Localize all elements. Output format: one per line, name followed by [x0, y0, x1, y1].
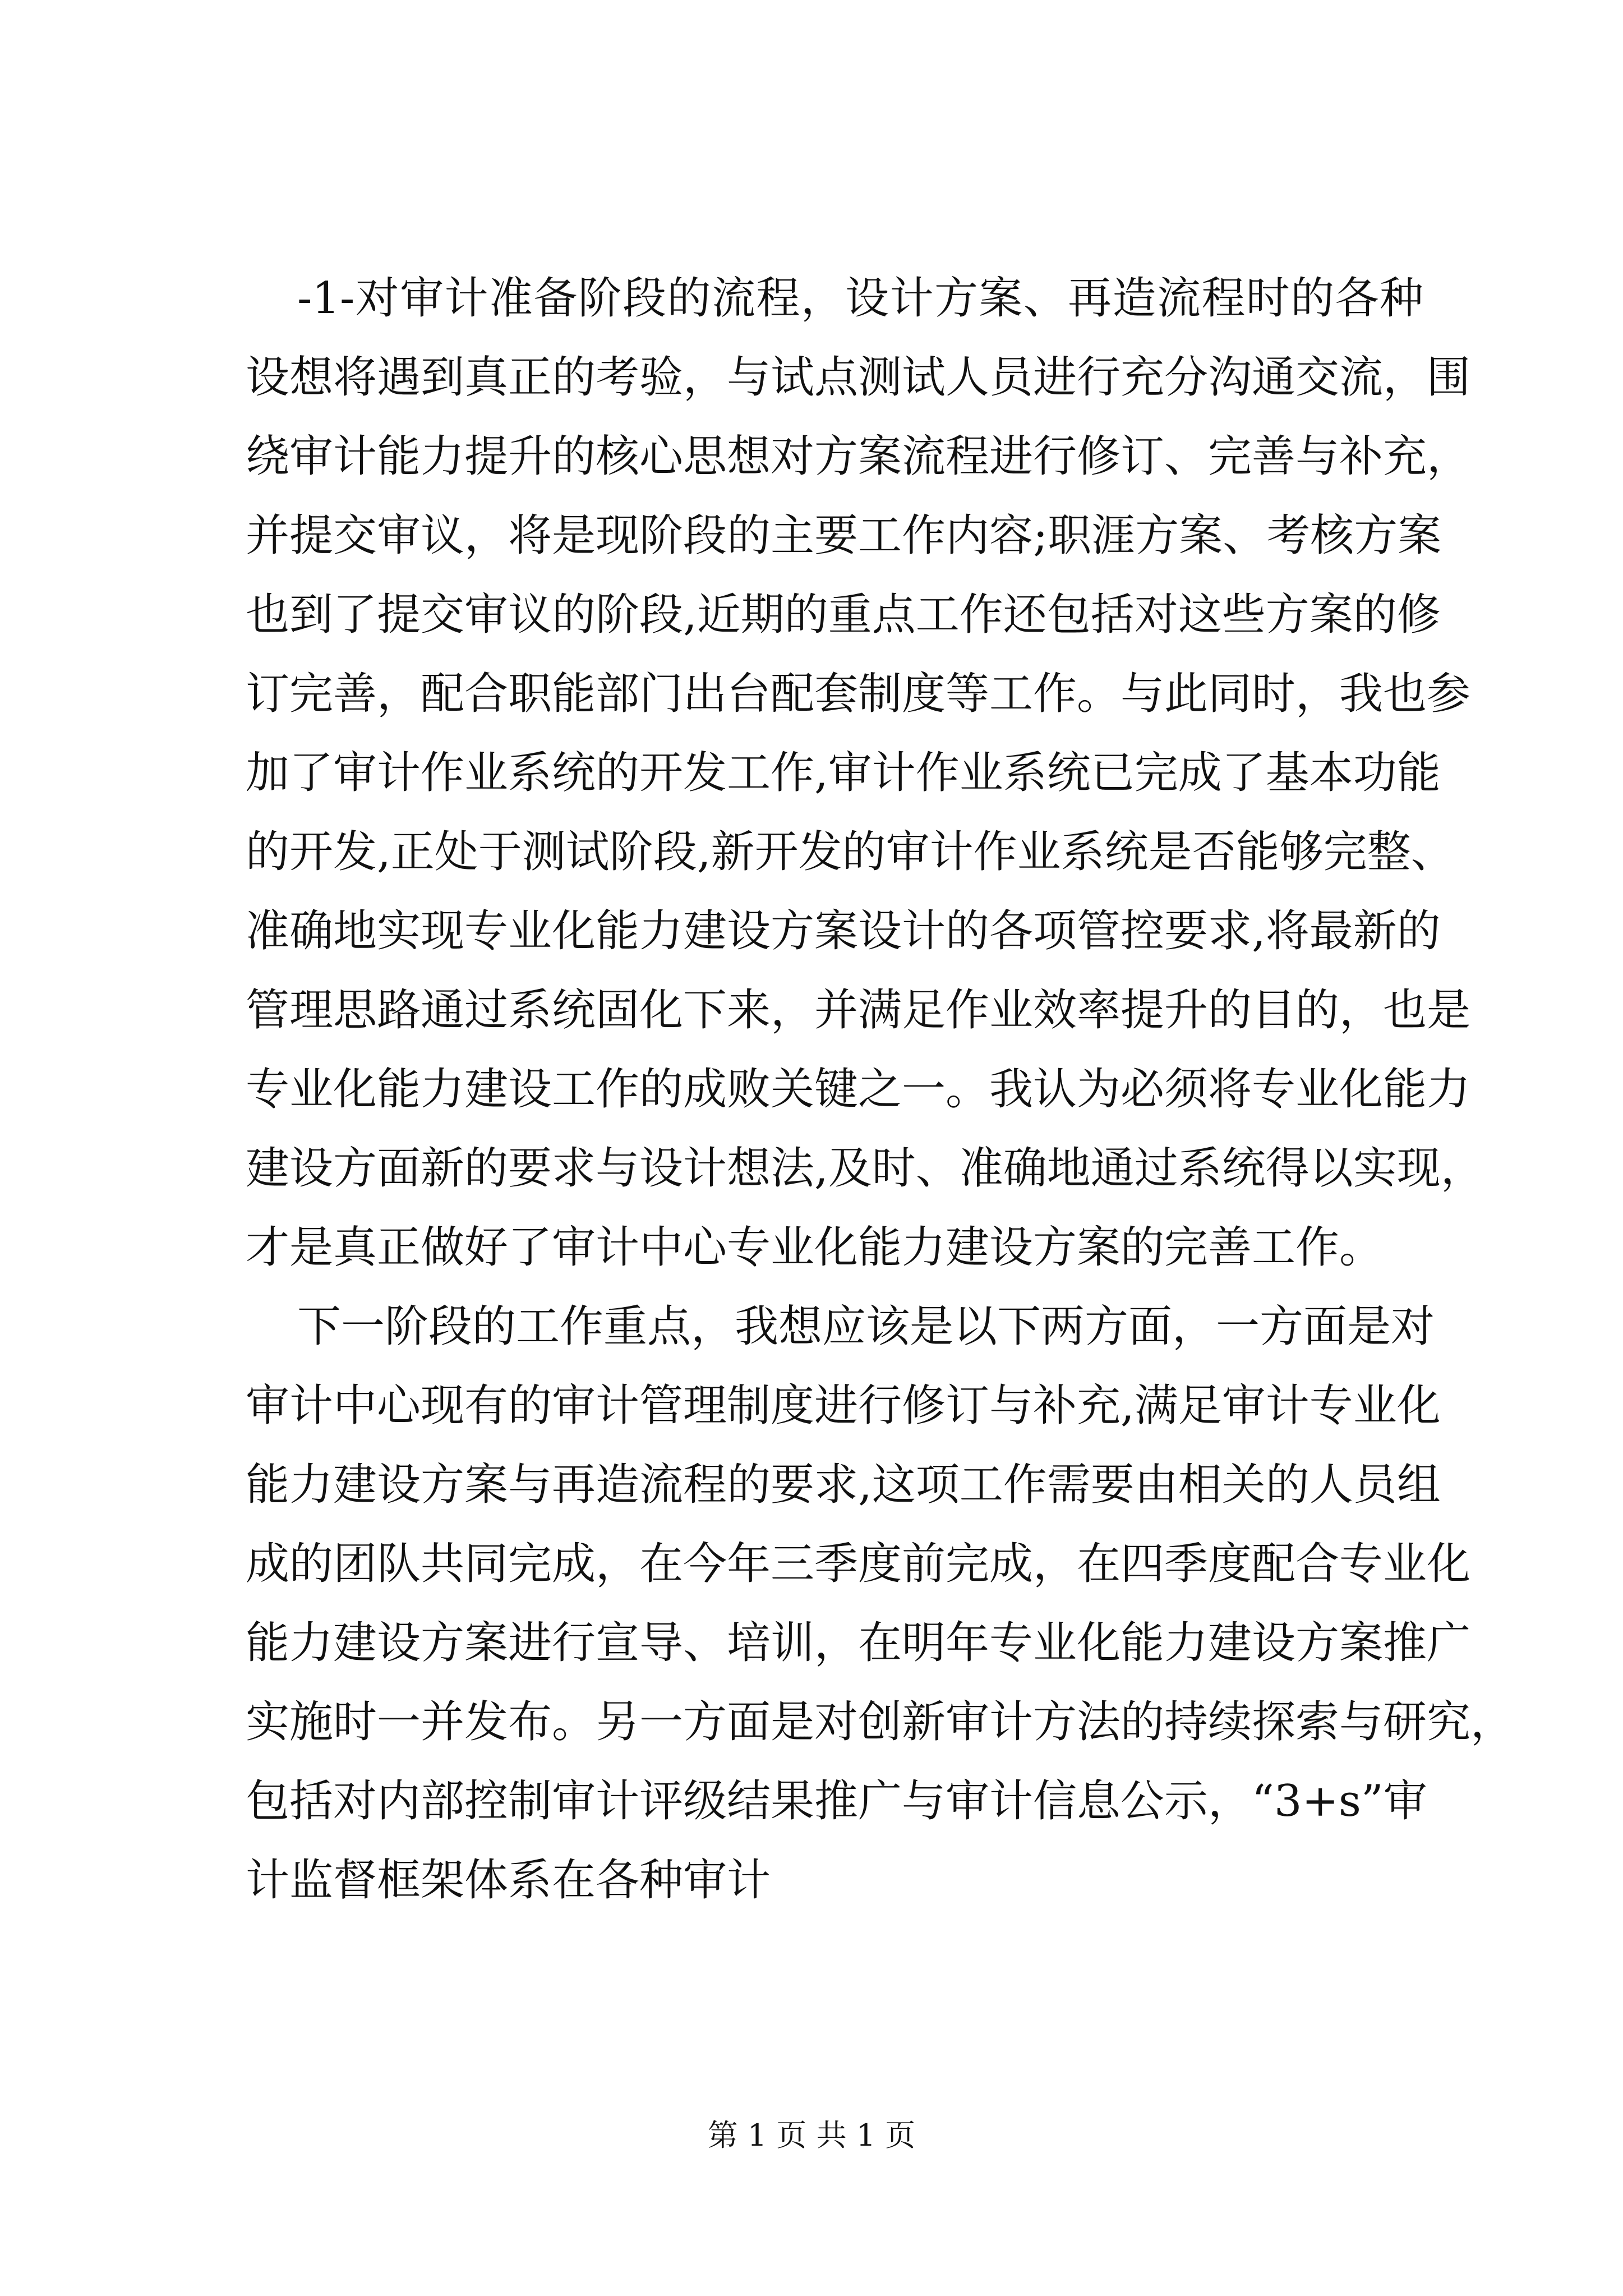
text-line: 专业化能力建设工作的成败关键之一。我认为必须将专业化能力	[246, 1064, 1471, 1115]
text-line: 包括对内部控制审计评级结果推广与审计信息公示，“3+s”审	[246, 1776, 1427, 1826]
text-line: 并提交审议，将是现阶段的主要工作内容;职涯方案、考核方案	[246, 510, 1442, 561]
text-line: 准确地实现专业化能力建设方案设计的各项管控要求,将最新的	[246, 906, 1441, 956]
text-line: 下一阶段的工作重点，我想应该是以下两方面，一方面是对	[297, 1301, 1435, 1352]
text-line: 设想将遇到真正的考验，与试点测试人员进行充分沟通交流，围	[246, 352, 1471, 403]
text-line: 实施时一并发布。另一方面是对创新审计方法的持续探索与研究，	[246, 1697, 1515, 1747]
text-line: 也到了提交审议的阶段,近期的重点工作还包括对这些方案的修	[246, 590, 1441, 640]
text-line: 加了审计作业系统的开发工作,审计作业系统已完成了基本功能	[246, 748, 1441, 798]
text-line: 建设方面新的要求与设计想法,及时、准确地通过系统得以实现，	[246, 1143, 1484, 1194]
page-indicator: 第 1 页 共 1 页	[707, 2118, 916, 2153]
text-line: 的开发,正处于测试阶段,新开发的审计作业系统是否能够完整、	[246, 827, 1455, 877]
text-line: 订完善，配合职能部门出台配套制度等工作。与此同时，我也参	[246, 669, 1471, 719]
text-line: 绕审计能力提升的核心思想对方案流程进行修订、完善与补充，	[246, 431, 1471, 482]
paragraph-1	[246, 259, 1484, 1287]
text-line: 管理思路通过系统固化下来，并满足作业效率提升的目的，也是	[246, 985, 1471, 1036]
text-line: 才是真正做好了审计中心专业化能力建设方案的完善工作。	[246, 1222, 1384, 1273]
text-line: 审计中心现有的审计管理制度进行修订与补充,满足审计专业化	[246, 1381, 1441, 1431]
text-line: 成的团队共同完成，在今年三季度前完成，在四季度配合专业化	[246, 1539, 1471, 1589]
text-line: 计监督框架体系在各种审计	[246, 1855, 771, 1906]
text-line: -1-对审计准备阶段的流程，设计方案、再造流程时的各种	[297, 273, 1423, 324]
page-footer	[0, 2116, 1623, 2155]
text-line: 能力建设方案进行宣导、培训，在明年专业化能力建设方案推广	[246, 1618, 1471, 1668]
paragraph-2	[246, 1287, 1515, 1920]
document-body	[246, 259, 1515, 1920]
text-line: 能力建设方案与再造流程的要求,这项工作需要由相关的人员组	[246, 1460, 1441, 1510]
